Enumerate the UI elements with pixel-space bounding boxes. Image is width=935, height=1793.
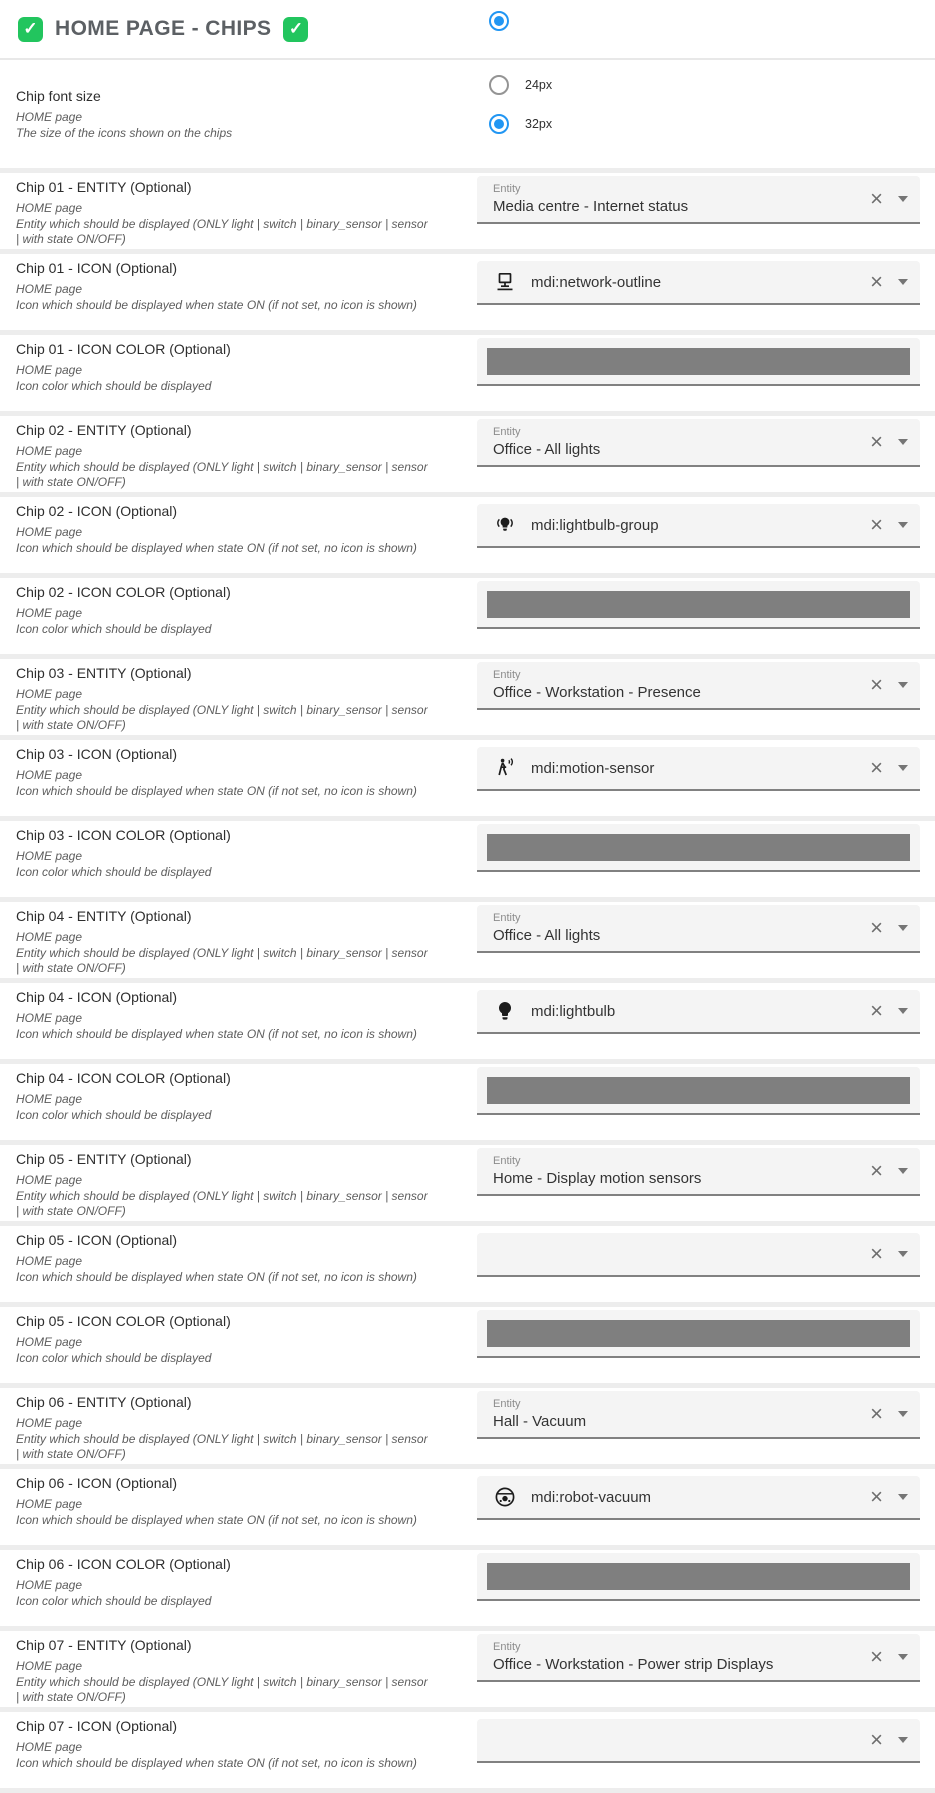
clear-icon[interactable]: ×	[870, 1401, 883, 1426]
clear-icon[interactable]: ×	[870, 1727, 883, 1752]
radio-option-label: 32px	[525, 117, 553, 131]
clear-icon[interactable]: ×	[870, 998, 883, 1023]
row-title: Chip 06 - ICON (Optional)	[16, 1475, 178, 1491]
clear-icon[interactable]: ×	[870, 1158, 883, 1183]
color-swatch[interactable]	[487, 1320, 910, 1347]
row-title: Chip 02 - ICON (Optional)	[16, 503, 178, 519]
entity-field-value: Office - All lights	[493, 927, 601, 944]
clear-icon[interactable]: ×	[870, 672, 883, 697]
field-actions	[870, 1160, 908, 1182]
icon-select-field[interactable]	[477, 261, 920, 305]
row-description: The size of the icons shown on the chips	[16, 125, 233, 140]
row-description: Entity which should be displayed (ONLY light | switch | binary_sensor | sensor | with state ON/OFF)	[16, 1431, 428, 1462]
color-swatch[interactable]	[487, 1077, 910, 1104]
icon-field-value: mdi:lightbulb-group	[531, 516, 659, 534]
config-row	[0, 1145, 935, 1221]
row-page-label: HOME page	[16, 1254, 83, 1268]
entity-field-label: Entity	[493, 1641, 521, 1653]
config-row	[0, 821, 935, 897]
row-page-label: HOME page	[16, 849, 83, 863]
row-description: Icon which should be displayed when state ON (if not set, no icon is shown)	[16, 1269, 417, 1284]
icon-color-field[interactable]	[477, 338, 920, 386]
icon-field-value: mdi:robot-vacuum	[531, 1488, 652, 1506]
row-title: Chip 07 - ENTITY (Optional)	[16, 1637, 192, 1653]
row-page-label: HOME page	[16, 282, 83, 296]
icon-select-field[interactable]	[477, 990, 920, 1034]
config-row	[0, 1226, 935, 1302]
config-row	[0, 1064, 935, 1140]
dropdown-caret-icon[interactable]	[898, 765, 908, 771]
config-row	[0, 659, 935, 735]
entity-field-label: Entity	[493, 669, 521, 681]
config-row	[0, 497, 935, 573]
clear-icon[interactable]: ×	[870, 915, 883, 940]
row-description: Icon which should be displayed when state ON (if not set, no icon is shown)	[16, 1755, 417, 1770]
clear-icon[interactable]: ×	[870, 1484, 883, 1509]
dropdown-caret-icon[interactable]	[898, 1251, 908, 1257]
row-description: Entity which should be displayed (ONLY light | switch | binary_sensor | sensor | with state ON/OFF)	[16, 1674, 428, 1705]
icon-select-field[interactable]	[477, 747, 920, 791]
row-page-label: HOME page	[16, 1497, 83, 1511]
font-size-option[interactable]	[489, 114, 552, 134]
icon-color-field[interactable]	[477, 1553, 920, 1601]
section-header	[0, 0, 935, 60]
config-row	[0, 1307, 935, 1383]
row-title: Chip 04 - ICON (Optional)	[16, 989, 178, 1005]
row-page-label: HOME page	[16, 930, 83, 944]
row-title: Chip 01 - ICON COLOR (Optional)	[16, 341, 231, 357]
motion-sensor-icon	[493, 756, 517, 780]
row-description: Icon which should be displayed when state ON (if not set, no icon is shown)	[16, 297, 417, 312]
lightbulb-group-icon	[493, 513, 517, 537]
row-description: Entity which should be displayed (ONLY light | switch | binary_sensor | sensor | with state ON/OFF)	[16, 702, 428, 733]
field-actions	[870, 1243, 908, 1265]
icon-field-value: mdi:lightbulb	[531, 1002, 616, 1020]
row-page-label: HOME page	[16, 110, 83, 124]
row-page-label: HOME page	[16, 768, 83, 782]
field-actions	[870, 1403, 908, 1425]
font-size-radio-group	[489, 75, 552, 134]
dropdown-caret-icon[interactable]	[898, 196, 908, 202]
row-page-label: HOME page	[16, 363, 83, 377]
entity-select-field[interactable]	[477, 662, 920, 710]
clear-icon[interactable]: ×	[870, 1241, 883, 1266]
dropdown-caret-icon[interactable]	[898, 1654, 908, 1660]
config-row	[0, 578, 935, 654]
row-page-label: HOME page	[16, 1416, 83, 1430]
icon-color-field[interactable]	[477, 1067, 920, 1115]
icon-select-field[interactable]	[477, 1476, 920, 1520]
row-page-label: HOME page	[16, 687, 83, 701]
entity-field-label: Entity	[493, 426, 521, 438]
field-actions	[870, 1000, 908, 1022]
field-actions	[870, 431, 908, 453]
radio-option-label: 24px	[525, 78, 553, 92]
field-actions	[870, 917, 908, 939]
robot-vacuum-icon	[493, 1485, 517, 1509]
clear-icon[interactable]: ×	[870, 512, 883, 537]
row-title: Chip 05 - ICON COLOR (Optional)	[16, 1313, 231, 1329]
row-page-label: HOME page	[16, 606, 83, 620]
entity-field-value: Home - Display motion sensors	[493, 1170, 702, 1187]
radio-button[interactable]	[489, 114, 509, 134]
config-row	[0, 1631, 935, 1707]
icon-select-field[interactable]	[477, 1233, 920, 1277]
field-actions	[870, 188, 908, 210]
field-actions	[870, 271, 908, 293]
row-title: Chip 07 - ICON (Optional)	[16, 1718, 178, 1734]
row-title: Chip font size	[16, 88, 101, 104]
lightbulb-icon	[493, 999, 517, 1023]
dropdown-caret-icon[interactable]	[898, 279, 908, 285]
row-page-label: HOME page	[16, 1740, 83, 1754]
chip-font-size-row	[0, 60, 935, 168]
dropdown-caret-icon[interactable]	[898, 682, 908, 688]
entity-select-field[interactable]	[477, 419, 920, 467]
entity-field-value: Office - Workstation - Presence	[493, 684, 701, 701]
config-row	[0, 1469, 935, 1545]
color-swatch[interactable]	[487, 591, 910, 618]
entity-field-label: Entity	[493, 1398, 521, 1410]
row-page-label: HOME page	[16, 1578, 83, 1592]
clear-icon[interactable]: ×	[870, 269, 883, 294]
icon-select-field[interactable]	[477, 1719, 920, 1763]
row-page-label: HOME page	[16, 201, 83, 215]
entity-select-field[interactable]	[477, 1391, 920, 1439]
dropdown-caret-icon[interactable]	[898, 1411, 908, 1417]
entity-field-value: Office - All lights	[493, 441, 601, 458]
row-description: Icon color which should be displayed	[16, 864, 212, 879]
row-title: Chip 04 - ENTITY (Optional)	[16, 908, 192, 924]
row-title: Chip 03 - ICON COLOR (Optional)	[16, 827, 231, 843]
config-row	[0, 335, 935, 411]
row-description: Icon which should be displayed when state ON (if not set, no icon is shown)	[16, 1026, 417, 1041]
row-page-label: HOME page	[16, 1173, 83, 1187]
row-page-label: HOME page	[16, 525, 83, 539]
row-title: Chip 02 - ICON COLOR (Optional)	[16, 584, 231, 600]
row-title: Chip 03 - ENTITY (Optional)	[16, 665, 192, 681]
dropdown-caret-icon[interactable]	[898, 925, 908, 931]
row-page-label: HOME page	[16, 1659, 83, 1673]
config-row	[0, 1550, 935, 1626]
entity-field-label: Entity	[493, 1155, 521, 1167]
entity-field-label: Entity	[493, 912, 521, 924]
radio-button[interactable]	[489, 75, 509, 95]
row-title: Chip 05 - ENTITY (Optional)	[16, 1151, 192, 1167]
row-title: Chip 02 - ENTITY (Optional)	[16, 422, 192, 438]
clear-icon[interactable]: ×	[870, 186, 883, 211]
field-actions	[870, 1486, 908, 1508]
check-icon: ✓	[283, 17, 308, 42]
row-description: Icon which should be displayed when state ON (if not set, no icon is shown)	[16, 1512, 417, 1527]
row-description: Icon which should be displayed when state ON (if not set, no icon is shown)	[16, 783, 417, 798]
clear-icon[interactable]: ×	[870, 429, 883, 454]
entity-field-label: Entity	[493, 183, 521, 195]
check-icon: ✓	[18, 17, 43, 42]
config-row	[0, 902, 935, 978]
row-description: Entity which should be displayed (ONLY light | switch | binary_sensor | sensor | with state ON/OFF)	[16, 945, 428, 976]
row-description: Entity which should be displayed (ONLY light | switch | binary_sensor | sensor | with state ON/OFF)	[16, 216, 428, 247]
config-row	[0, 416, 935, 492]
field-actions	[870, 757, 908, 779]
config-row	[0, 254, 935, 330]
row-page-label: HOME page	[16, 1335, 83, 1349]
config-row	[0, 740, 935, 816]
config-row	[0, 173, 935, 249]
field-actions	[870, 514, 908, 536]
icon-color-field[interactable]	[477, 1310, 920, 1358]
field-actions	[870, 1729, 908, 1751]
section-radio[interactable]	[489, 11, 509, 31]
row-page-label: HOME page	[16, 1092, 83, 1106]
entity-field-value: Media centre - Internet status	[493, 198, 689, 215]
row-page-label: HOME page	[16, 1011, 83, 1025]
row-description: Icon color which should be displayed	[16, 1593, 212, 1608]
entity-select-field[interactable]	[477, 1634, 920, 1682]
color-swatch[interactable]	[487, 348, 910, 375]
config-row	[0, 1388, 935, 1464]
clear-icon[interactable]: ×	[870, 1644, 883, 1669]
row-title: Chip 06 - ENTITY (Optional)	[16, 1394, 192, 1410]
field-actions	[870, 1646, 908, 1668]
network-outline-icon	[493, 270, 517, 294]
icon-color-field[interactable]	[477, 581, 920, 629]
icon-color-field[interactable]	[477, 824, 920, 872]
dropdown-caret-icon[interactable]	[898, 1168, 908, 1174]
row-description: Entity which should be displayed (ONLY light | switch | binary_sensor | sensor | with state ON/OFF)	[16, 1188, 428, 1219]
row-description: Icon color which should be displayed	[16, 1107, 212, 1122]
row-description: Icon color which should be displayed	[16, 378, 212, 393]
row-description: Icon color which should be displayed	[16, 621, 212, 636]
page-title: HOME PAGE - CHIPS	[55, 17, 272, 40]
field-actions	[870, 674, 908, 696]
dropdown-caret-icon[interactable]	[898, 1008, 908, 1014]
row-title: Chip 05 - ICON (Optional)	[16, 1232, 178, 1248]
row-page-label: HOME page	[16, 444, 83, 458]
dropdown-caret-icon[interactable]	[898, 1494, 908, 1500]
dropdown-caret-icon[interactable]	[898, 1737, 908, 1743]
row-description: Icon which should be displayed when state ON (if not set, no icon is shown)	[16, 540, 417, 555]
icon-select-field[interactable]	[477, 504, 920, 548]
icon-field-value: mdi:network-outline	[531, 273, 662, 291]
entity-select-field[interactable]	[477, 905, 920, 953]
entity-field-value: Office - Workstation - Power strip Displays	[493, 1656, 774, 1673]
row-description: Entity which should be displayed (ONLY light | switch | binary_sensor | sensor | with state ON/OFF)	[16, 459, 428, 490]
dropdown-caret-icon[interactable]	[898, 522, 908, 528]
row-description: Icon color which should be displayed	[16, 1350, 212, 1365]
row-title: Chip 04 - ICON COLOR (Optional)	[16, 1070, 231, 1086]
icon-field-value: mdi:motion-sensor	[531, 759, 655, 777]
color-swatch[interactable]	[487, 834, 910, 861]
config-row	[0, 1712, 935, 1788]
entity-field-value: Hall - Vacuum	[493, 1413, 587, 1430]
row-title: Chip 06 - ICON COLOR (Optional)	[16, 1556, 231, 1572]
color-swatch[interactable]	[487, 1563, 910, 1590]
row-title: Chip 01 - ENTITY (Optional)	[16, 179, 192, 195]
row-divider	[0, 1788, 935, 1793]
row-title: Chip 03 - ICON (Optional)	[16, 746, 178, 762]
entity-select-field[interactable]	[477, 1148, 920, 1196]
config-row	[0, 983, 935, 1059]
dropdown-caret-icon[interactable]	[898, 439, 908, 445]
clear-icon[interactable]: ×	[870, 755, 883, 780]
row-title: Chip 01 - ICON (Optional)	[16, 260, 178, 276]
font-size-option[interactable]	[489, 75, 552, 95]
entity-select-field[interactable]	[477, 176, 920, 224]
